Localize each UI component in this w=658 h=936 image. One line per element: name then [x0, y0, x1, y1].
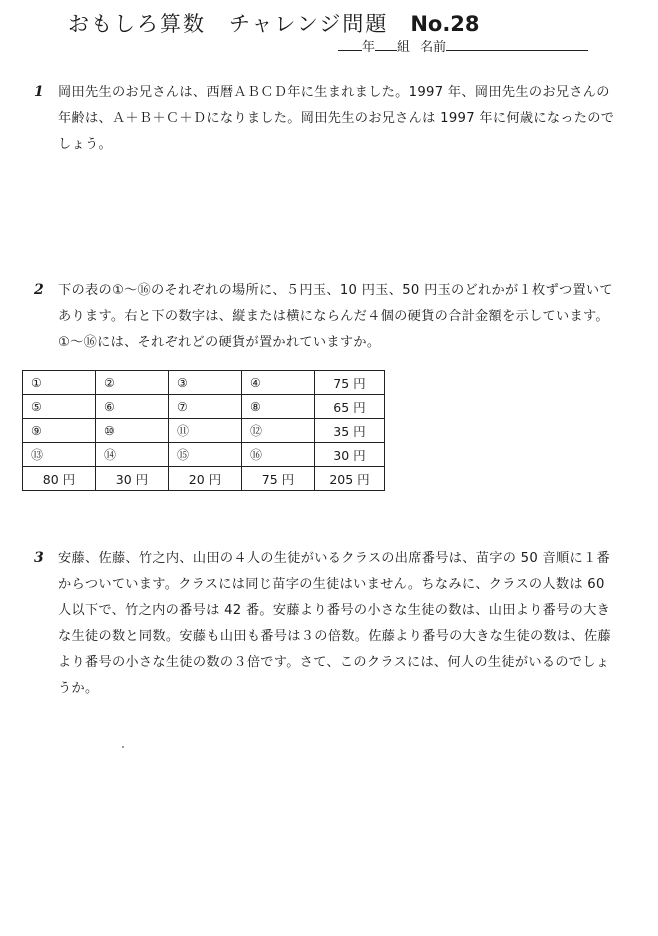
table-row	[23, 419, 385, 443]
table-cell: ⑭	[96, 443, 169, 467]
grade-label: 年	[362, 40, 376, 55]
grand-total: 205 円	[315, 467, 385, 491]
table-cell: ②	[96, 371, 169, 395]
totals-row	[23, 467, 385, 491]
column-sum: 20 円	[169, 467, 242, 491]
page-title	[68, 8, 628, 38]
table-cell: ③	[169, 371, 242, 395]
table-cell: ⑨	[23, 419, 96, 443]
table-cell: ⑥	[96, 395, 169, 419]
row-sum: 75 円	[315, 371, 385, 395]
table-cell: ⑮	[169, 443, 242, 467]
table-cell: ①	[23, 371, 96, 395]
coin-table	[22, 370, 385, 491]
column-sum: 30 円	[96, 467, 169, 491]
name-line	[338, 36, 588, 55]
title-text: おもしろ算数 チャレンジ問題	[68, 12, 389, 36]
row-sum: 35 円	[315, 419, 385, 443]
table-row	[23, 371, 385, 395]
table-cell: ④	[242, 371, 315, 395]
question-3-number: 3	[34, 550, 44, 566]
row-sum: 30 円	[315, 443, 385, 467]
table-row	[23, 395, 385, 419]
table-cell: ⑧	[242, 395, 315, 419]
table-cell: ⑤	[23, 395, 96, 419]
question-2-number: 2	[34, 282, 44, 298]
table-cell: ⑫	[242, 419, 315, 443]
name-blank[interactable]	[446, 38, 588, 51]
table-cell: ⑦	[169, 395, 242, 419]
question-1-number: 1	[34, 84, 44, 100]
table-cell: ⑯	[242, 443, 315, 467]
table-row	[23, 443, 385, 467]
problem-number: No.28	[410, 12, 480, 36]
name-label: 名前	[420, 40, 447, 55]
table-cell: ⑩	[96, 419, 169, 443]
column-sum: 75 円	[242, 467, 315, 491]
row-sum: 65 円	[315, 395, 385, 419]
class-label: 組	[397, 40, 411, 55]
question-2-text: 下の表の①～⑯のそれぞれの場所に、５円玉、10 円玉、50 円玉のどれかが１枚ずつ置いてあります。右と下の数字は、縦または横にならんだ４個の硬貨の合計金額を示しています。①～⑯には、それぞれどの硬貨が置かれていますか。	[58, 283, 613, 350]
question-3-text: 安藤、佐藤、竹之内、山田の４人の生徒がいるクラスの出席番号は、苗字の 50 音順に１番からついています。クラスには同じ苗字の生徒はいません。ちなみに、クラスの人数は 60 人以下で、竹之内の番号は 42 番。安藤より番号の小さな生徒の数は、山田より番号の大きな生徒の数と同数。安藤も山田も番号は３の倍数。佐藤より番号の大きな生徒の数は、佐藤より番号の小さな生徒の数の３倍です。さて、このクラスには、何人の生徒がいるのでしょうか。	[58, 551, 611, 696]
table-cell: ⑪	[169, 419, 242, 443]
scan-speck	[122, 746, 124, 748]
table-cell: ⑬	[23, 443, 96, 467]
question-1-text: 岡田先生のお兄さんは、西暦ＡＢＣＤ年に生まれました。1997 年、岡田先生のお兄さんの年齢は、Ａ＋Ｂ＋Ｃ＋Ｄになりました。岡田先生のお兄さんは 1997 年に何歳になったのでしょう。	[58, 85, 615, 152]
column-sum: 80 円	[23, 467, 96, 491]
class-blank[interactable]	[375, 38, 397, 51]
grade-blank[interactable]	[338, 38, 362, 51]
